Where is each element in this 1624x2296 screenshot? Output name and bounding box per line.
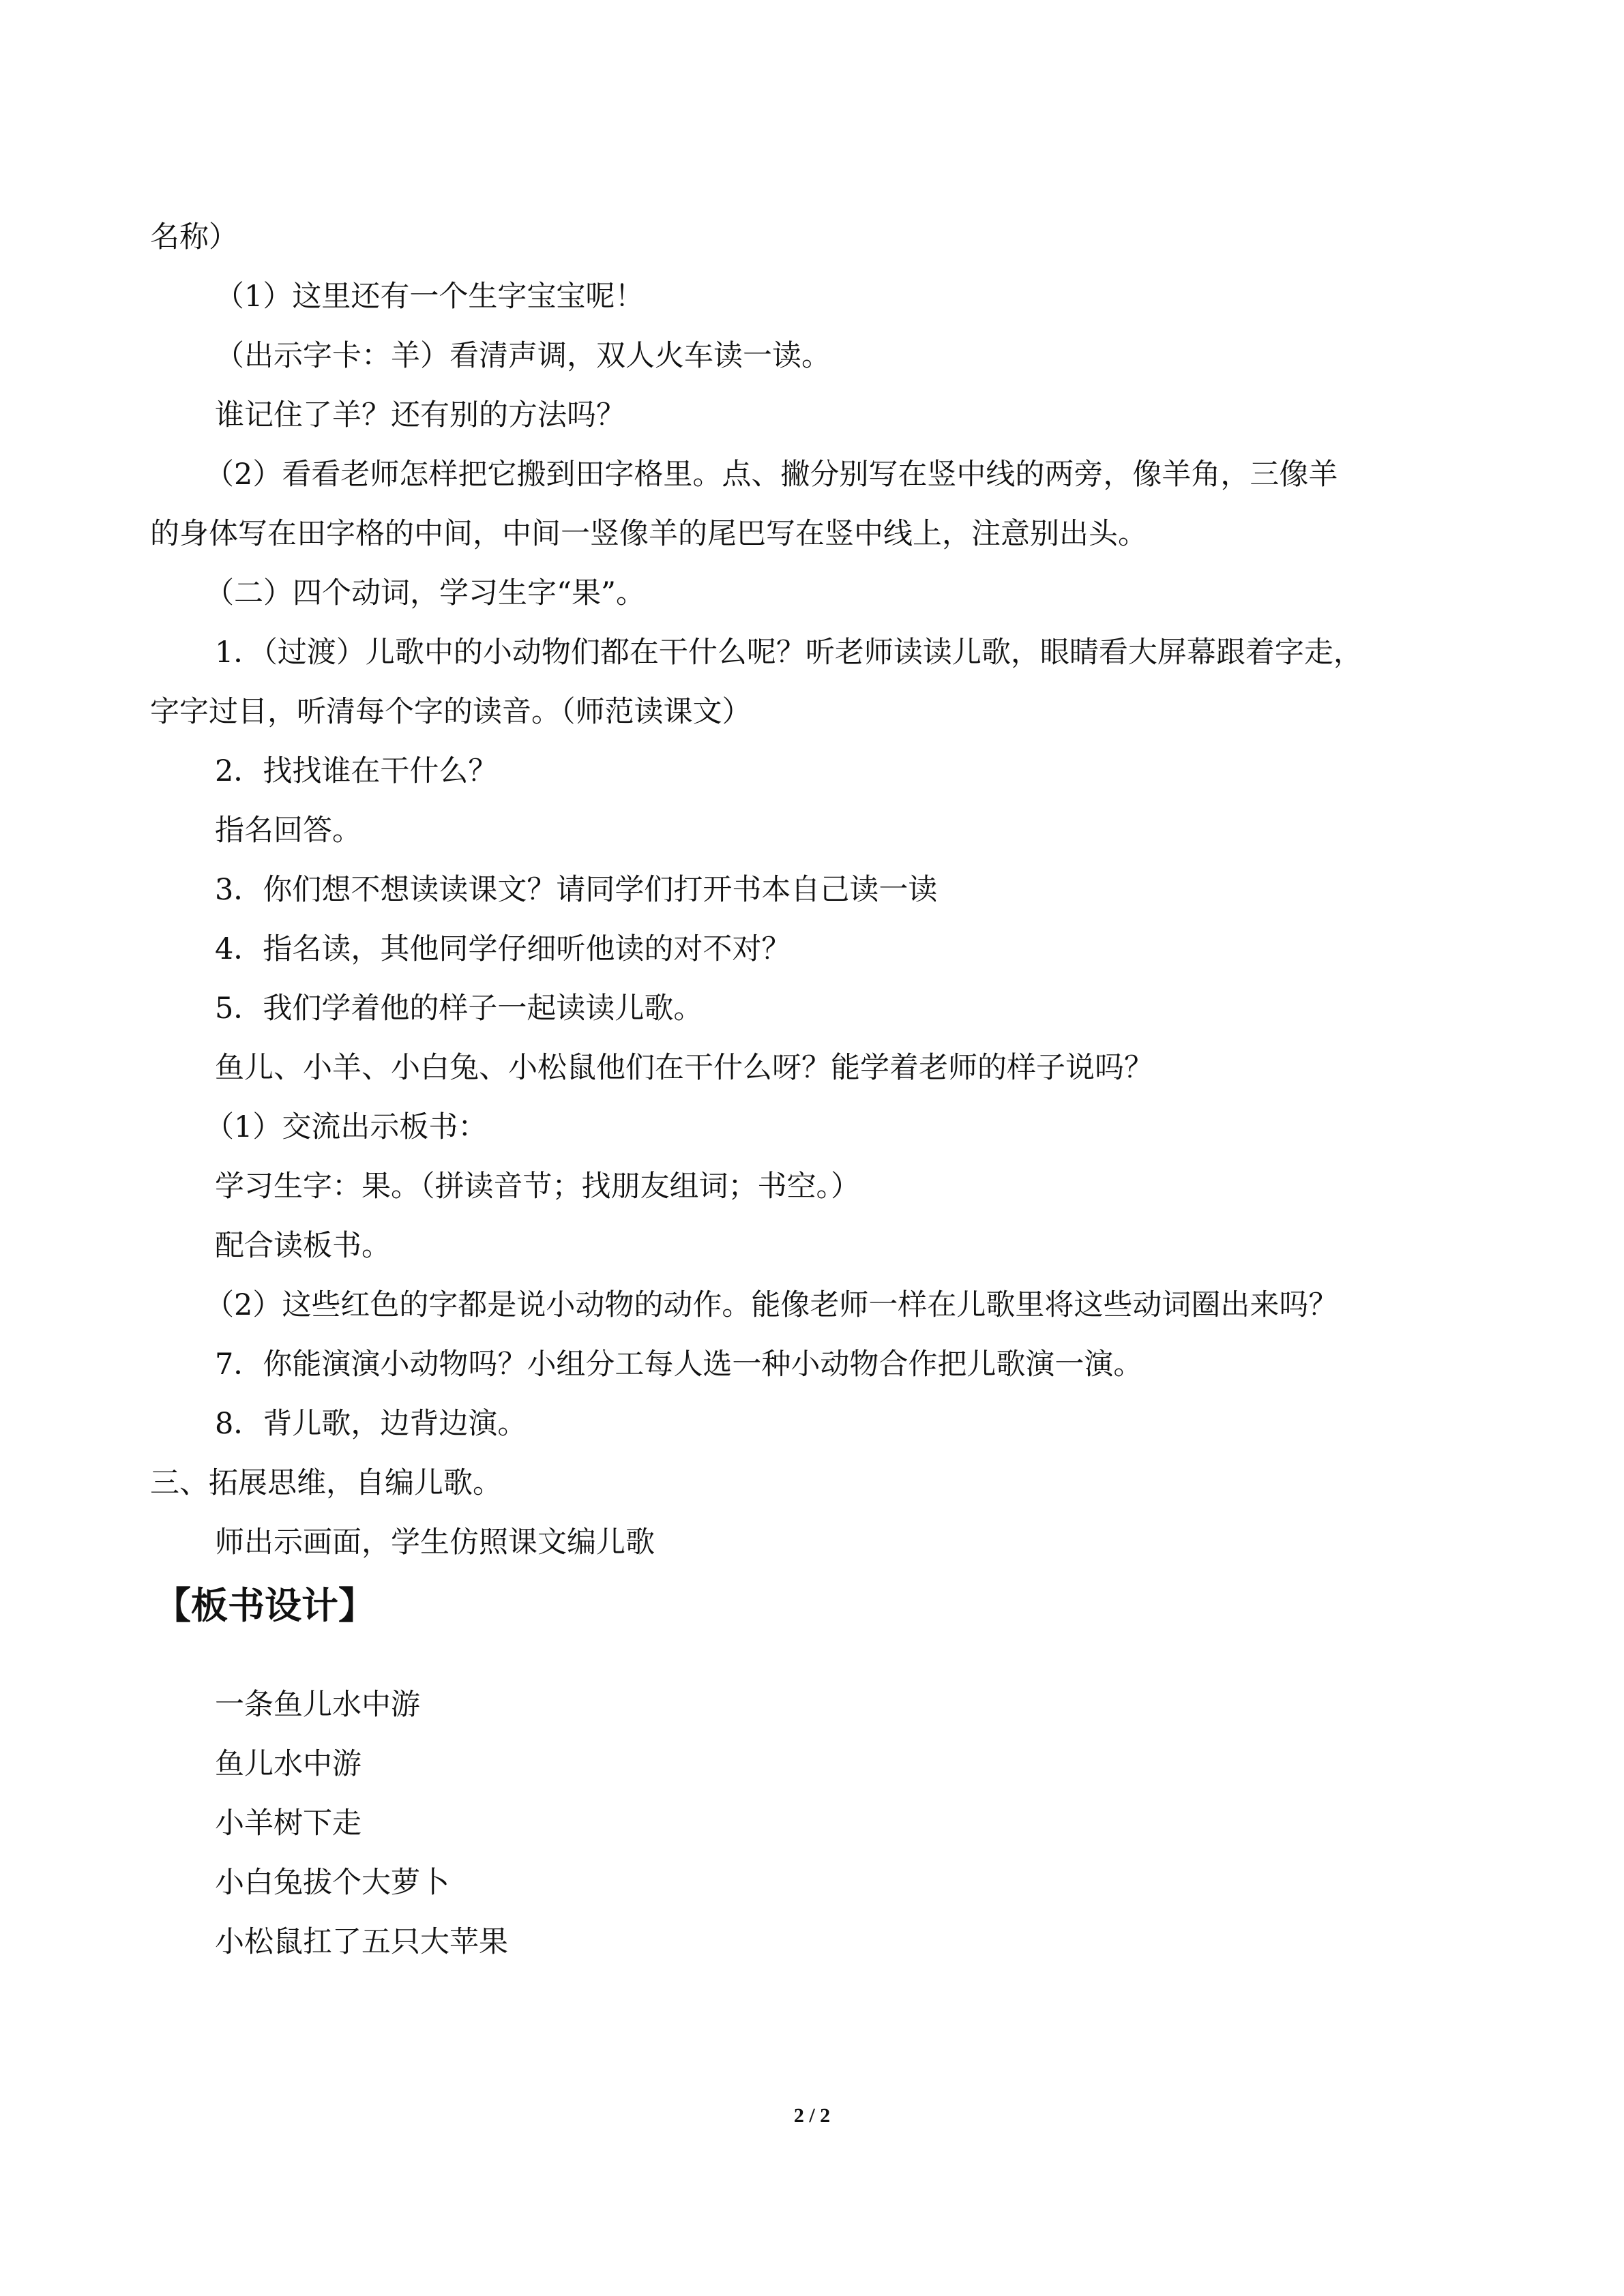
text-line: 名称） [150,220,238,254]
board-line: 小白兔拔个大萝卜 [215,1866,449,1900]
text-line: 8．背儿歌，边背边演。 [215,1407,527,1441]
text-line: 师出示画面，学生仿照课文编儿歌 [215,1525,655,1560]
text-line: 配合读板书。 [215,1229,391,1263]
board-line: 小松鼠扛了五只大苹果 [215,1925,508,1959]
text-line: 5．我们学着他的样子一起读读儿歌。 [215,992,703,1026]
section-heading: 【板书设计】 [154,1584,375,1627]
text-line: （2）这些红色的字都是说小动物的动作。能像老师一样在儿歌里将这些动词圈出来吗？ [205,1288,1338,1322]
text-line: （1）交流出示板书： [205,1110,488,1144]
text-line: 的身体写在田字格的中间，中间一竖像羊的尾巴写在竖中线上，注意别出头。 [150,517,1147,551]
text-line: （1）这里还有一个生字宝宝呢！ [215,280,645,314]
board-line: 一条鱼儿水中游 [215,1688,420,1722]
text-line: 2．找找谁在干什么？ [215,754,498,788]
page-number: 2 / 2 [793,2104,831,2127]
text-line: 三、拓展思维，自编儿歌。 [150,1466,502,1500]
text-line: 指名回答。 [215,814,361,848]
text-line: 谁记住了羊？还有别的方法吗？ [215,398,625,432]
board-line: 鱼儿水中游 [215,1747,361,1781]
text-line: 3．你们想不想读读课文？请同学们打开书本自己读一读 [215,873,938,907]
board-line: 小羊树下走 [215,1806,361,1840]
text-line: 字字过目，听清每个字的读音。（师范读课文） [150,695,752,729]
text-line: 鱼儿、小羊、小白兔、小松鼠他们在干什么呀？能学着老师的样子说吗？ [215,1051,1153,1085]
text-line: （二）四个动词，学习生字“果”。 [205,576,645,610]
text-line: 7．你能演演小动物吗？小组分工每人选一种小动物合作把儿歌演一演。 [215,1347,1143,1382]
text-line: 4．指名读，其他同学仔细听他读的对不对？ [215,932,791,966]
text-line: 1．（过渡）儿歌中的小动物们都在干什么呢？听老师读读儿歌，眼睛看大屏幕跟着字走， [215,636,1363,670]
text-line: （2）看看老师怎样把它搬到田字格里。点、撇分别写在竖中线的两旁，像羊角，三像羊 [205,458,1338,492]
text-line: 学习生字：果。（拼读音节；找朋友组词；书空。） [215,1169,860,1204]
text-line: （出示字卡：羊）看清声调，双人火车读一读。 [215,339,831,373]
